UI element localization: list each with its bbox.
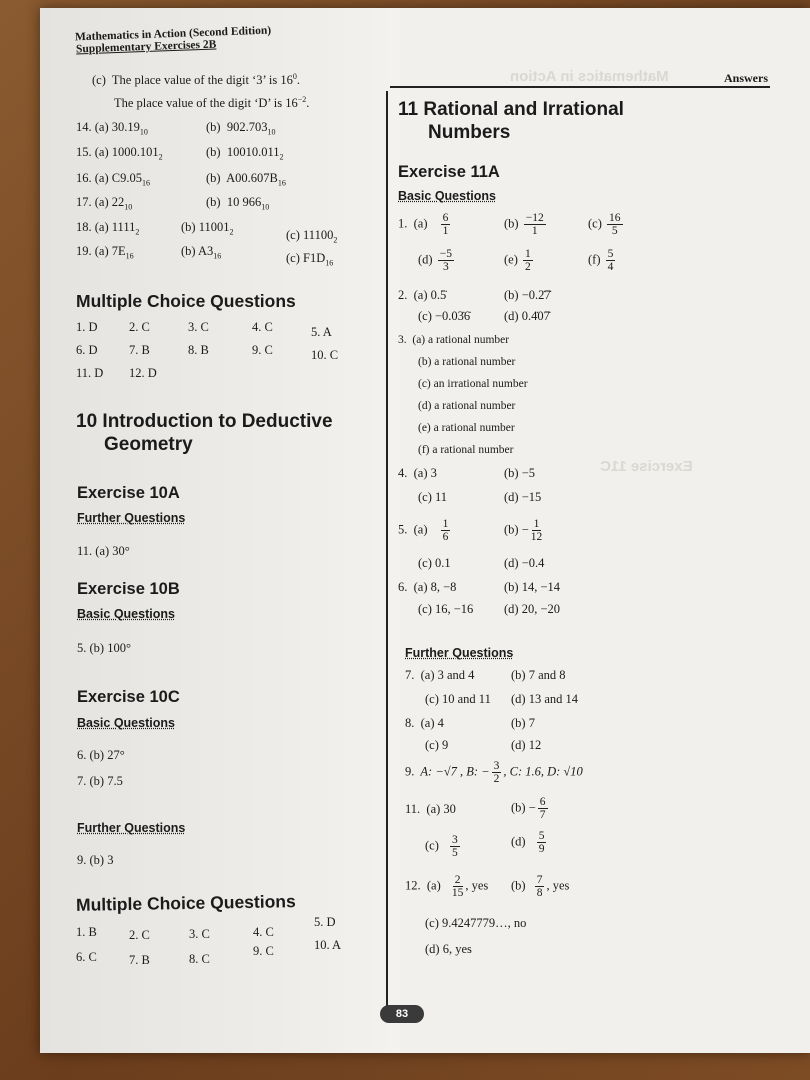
exercise-10c-heading: Exercise 10C — [77, 688, 180, 706]
basic-questions-heading: Basic Questions — [77, 716, 175, 730]
further-questions-heading: Further Questions — [77, 511, 186, 525]
page-number: 83 — [380, 1005, 424, 1023]
answer-row-3: 3. (a) a rational number — [398, 334, 510, 346]
answer-row-8: 8. (a) 4 (b) 7 — [405, 716, 535, 730]
further-questions-heading: Further Questions — [405, 646, 514, 660]
q13c: (c) The place value of the digit ‘3’ is $16^0$. — [92, 72, 300, 88]
answer-row-4: 4. (a) 3 (b) −5 — [398, 466, 535, 480]
answer-row-12: 12. (a) $\frac{2}{15}$ , yes (b) $\frac{7}{8}$ , yes — [405, 874, 570, 899]
answer-row-3f: (f) a rational number — [418, 444, 514, 456]
column-divider — [386, 91, 388, 1006]
answer-row-6b: (c) 16, −16 (d) 20, −20 — [418, 602, 560, 616]
show-through-text: Mathematics in Action — [510, 68, 669, 85]
exercise-10a-heading: Exercise 10A — [77, 484, 180, 502]
answer-row-11b: (c) $\frac{3}{5}$ (d) $\frac{5}{9}$ — [425, 830, 545, 859]
answer-row-4b: (c) 11 (d) −15 — [418, 490, 542, 504]
answer-page: Mathematics in Action Exercise 11C Mathematics in Action (Second Edition) Supplementary Exercises 2B Answers (c) The place value of the digit ‘3’ is $16^0$. The place value of the digit ‘D’ is $16^{-2}$. 14. (a) $30.19_{10}$ (b) $902.703_{10}$ 15. (a) $1000.101_2$ (b) $10010.011_2$ 16. (a) $C9.05_{16}$ (b) $A00.607B_{16}$ 17. (a) $22_{10}$ (b) 10 $966_{10}$ 18. (a) $1111_2$ (b) $11001_2$ (c) $11100_2$ 19. (a) $7E_{16}$ (b) $A3_{16}$ (c) $F1D_{16}$ Multiple Choice Questions 1. D 2. C 3. C 4. C 5. A 6. D 7. B 8. B 9. C 10. C 11. D 12. D 10 Introduction to Deductive Geometry Exercise 10A Further Questions 11. (a) 30° Exercise 10B Basic Questions 5. (b) 100° Exercise 10C Basic Questions 6. (b) 27° 7. (b) 7.5 Further Questions 9. (b) 3 Multiple Choice Questions 1. B 2. C 3. C 4. C 5. D 6. C 7. B 8. C 9. C 10. A 11 Rational and Irrational Numbers Exercise 11A Basic Questions 1. (a) $\frac{6}{1}$ (b) $\frac{-12}{1}$ (c) $\frac{16}{5}$ (d) $\frac{-5}{3}$ (e) $\frac{1}{2}$ (f) $\frac{5}{4}$ 2. (a) 0.5̇ (b) −0.2̇7̇ (c) −0.03̇6̇ (d) 0.4̇07̇ 3. (a) a rational number (b) a rational number (c) an irrational number (d) a rational number (e) a rational number (f) a rational number 4. (a) 3 (b) −5 (c) 11 (d) −15 5. (a) $\frac{1}{6}$ (b) − $\frac{1}{12}$ (c) 0.1 (d) −0.4 6. (a) 8, −8 (b) 14, −14 (c) 16, −16 (d) 20, −20 Further Questions 7. (a) 3 and 4 (b) 7 and 8 (c) 10 and 11 (d) 13 and 14 8. (a) 4 (b) 7 (c) 9 (d) 12 9. A: −√7 , B: − $\frac{3}{2}$ , C: 1.6, D: √10 11. (a) 30 (b) − $\frac{6}{7}$ (c) $\frac{3}{5}$ (d) $\frac{5}{9}$ 12. (a) $\frac{2}{15}$ , yes (b) $\frac{7}{8}$ , yes (c) 9.4247779…, no (d) 6, yes 83 — [40, 8, 810, 1053]
exercise-10b-heading: Exercise 10B — [77, 580, 180, 598]
ex10c-answer-6: 6. (b) 27° — [77, 748, 125, 762]
answer-row-1: 1. (a) $\frac{6}{1}$ (b) $\frac{-12}{1}$ (c) $\frac{16}{5}$ — [398, 212, 621, 237]
answer-row-14: 14. (a) $30.19_{10}$ (b) $902.703_{10}$ — [76, 120, 276, 137]
answer-row-18: 18. (a) $1111_2$ (b) $11001_2$ (c) $11100_2$ — [76, 220, 338, 245]
answer-row-16: 16. (a) $C9.05_{16}$ (b) $A00.607B_{16}$ — [76, 171, 286, 188]
ex10c-answer-9: 9. (b) 3 — [77, 853, 114, 867]
answer-row-3b: (b) a rational number — [418, 356, 516, 368]
answer-row-8b: (c) 9 (d) 12 — [425, 738, 542, 752]
answer-row-9: 9. A: −√7 , B: − $\frac{3}{2}$ , C: 1.6, D: √10 — [405, 760, 583, 785]
answer-row-12c: (d) 6, yes — [425, 942, 472, 956]
book-subtitle: Supplementary Exercises 2B — [75, 38, 217, 56]
answer-row-5b: (c) 0.1 (d) −0.4 — [418, 556, 545, 570]
book-title: Mathematics in Action (Second Edition) — [74, 24, 272, 44]
ex10b-answer: 5. (b) 100° — [77, 641, 131, 655]
basic-questions-heading: Basic Questions — [398, 189, 496, 203]
answer-row-5: 5. (a) $\frac{1}{6}$ (b) − $\frac{1}{12}$ — [398, 518, 543, 543]
header-rule — [390, 86, 770, 88]
answer-row-3c: (c) an irrational number — [418, 378, 528, 390]
mcq-heading: Multiple Choice Questions — [76, 291, 296, 311]
ex10a-answer: 11. (a) 30° — [77, 544, 130, 558]
answer-row-3d: (d) a rational number — [418, 400, 516, 412]
show-through-text: Exercise 11C — [600, 458, 693, 475]
answer-row-11: 11. (a) 30 (b) − $\frac{6}{7}$ — [405, 796, 546, 821]
answer-row-7b: (c) 10 and 11 (d) 13 and 14 — [425, 692, 578, 706]
answer-row-2b: (c) −0.03̇6̇ (d) 0.4̇07̇ — [418, 309, 550, 323]
ex10c-answer-7: 7. (b) 7.5 — [77, 774, 123, 788]
mcq-heading-2: Multiple Choice Questions — [75, 891, 296, 915]
q13c-line2: The place value of the digit ‘D’ is $16^{-2}$. — [114, 95, 310, 111]
answer-row-2: 2. (a) 0.5̇ (b) −0.2̇7̇ — [398, 288, 551, 302]
answer-row-7: 7. (a) 3 and 4 (b) 7 and 8 — [405, 668, 566, 682]
exercise-11a-heading: Exercise 11A — [398, 163, 500, 181]
answer-row-15: 15. (a) $1000.101_2$ (b) $10010.011_2$ — [76, 145, 284, 162]
answer-row-12b: (c) 9.4247779…, no — [425, 916, 527, 930]
answer-row-3e: (e) a rational number — [418, 422, 515, 434]
answer-row-17: 17. (a) $22_{10}$ (b) 10 $966_{10}$ — [76, 195, 270, 212]
answer-row-6: 6. (a) 8, −8 (b) 14, −14 — [398, 580, 560, 594]
chapter-10-title: 10 Introduction to Deductive Geometry — [76, 411, 333, 455]
answers-label: Answers — [724, 71, 768, 85]
chapter-11-title: 11 Rational and Irrational Numbers — [398, 99, 624, 143]
answer-row-19: 19. (a) $7E_{16}$ (b) $A3_{16}$ (c) $F1D_{16}$ — [76, 244, 334, 268]
basic-questions-heading: Basic Questions — [77, 607, 175, 621]
further-questions-heading: Further Questions — [77, 821, 186, 835]
